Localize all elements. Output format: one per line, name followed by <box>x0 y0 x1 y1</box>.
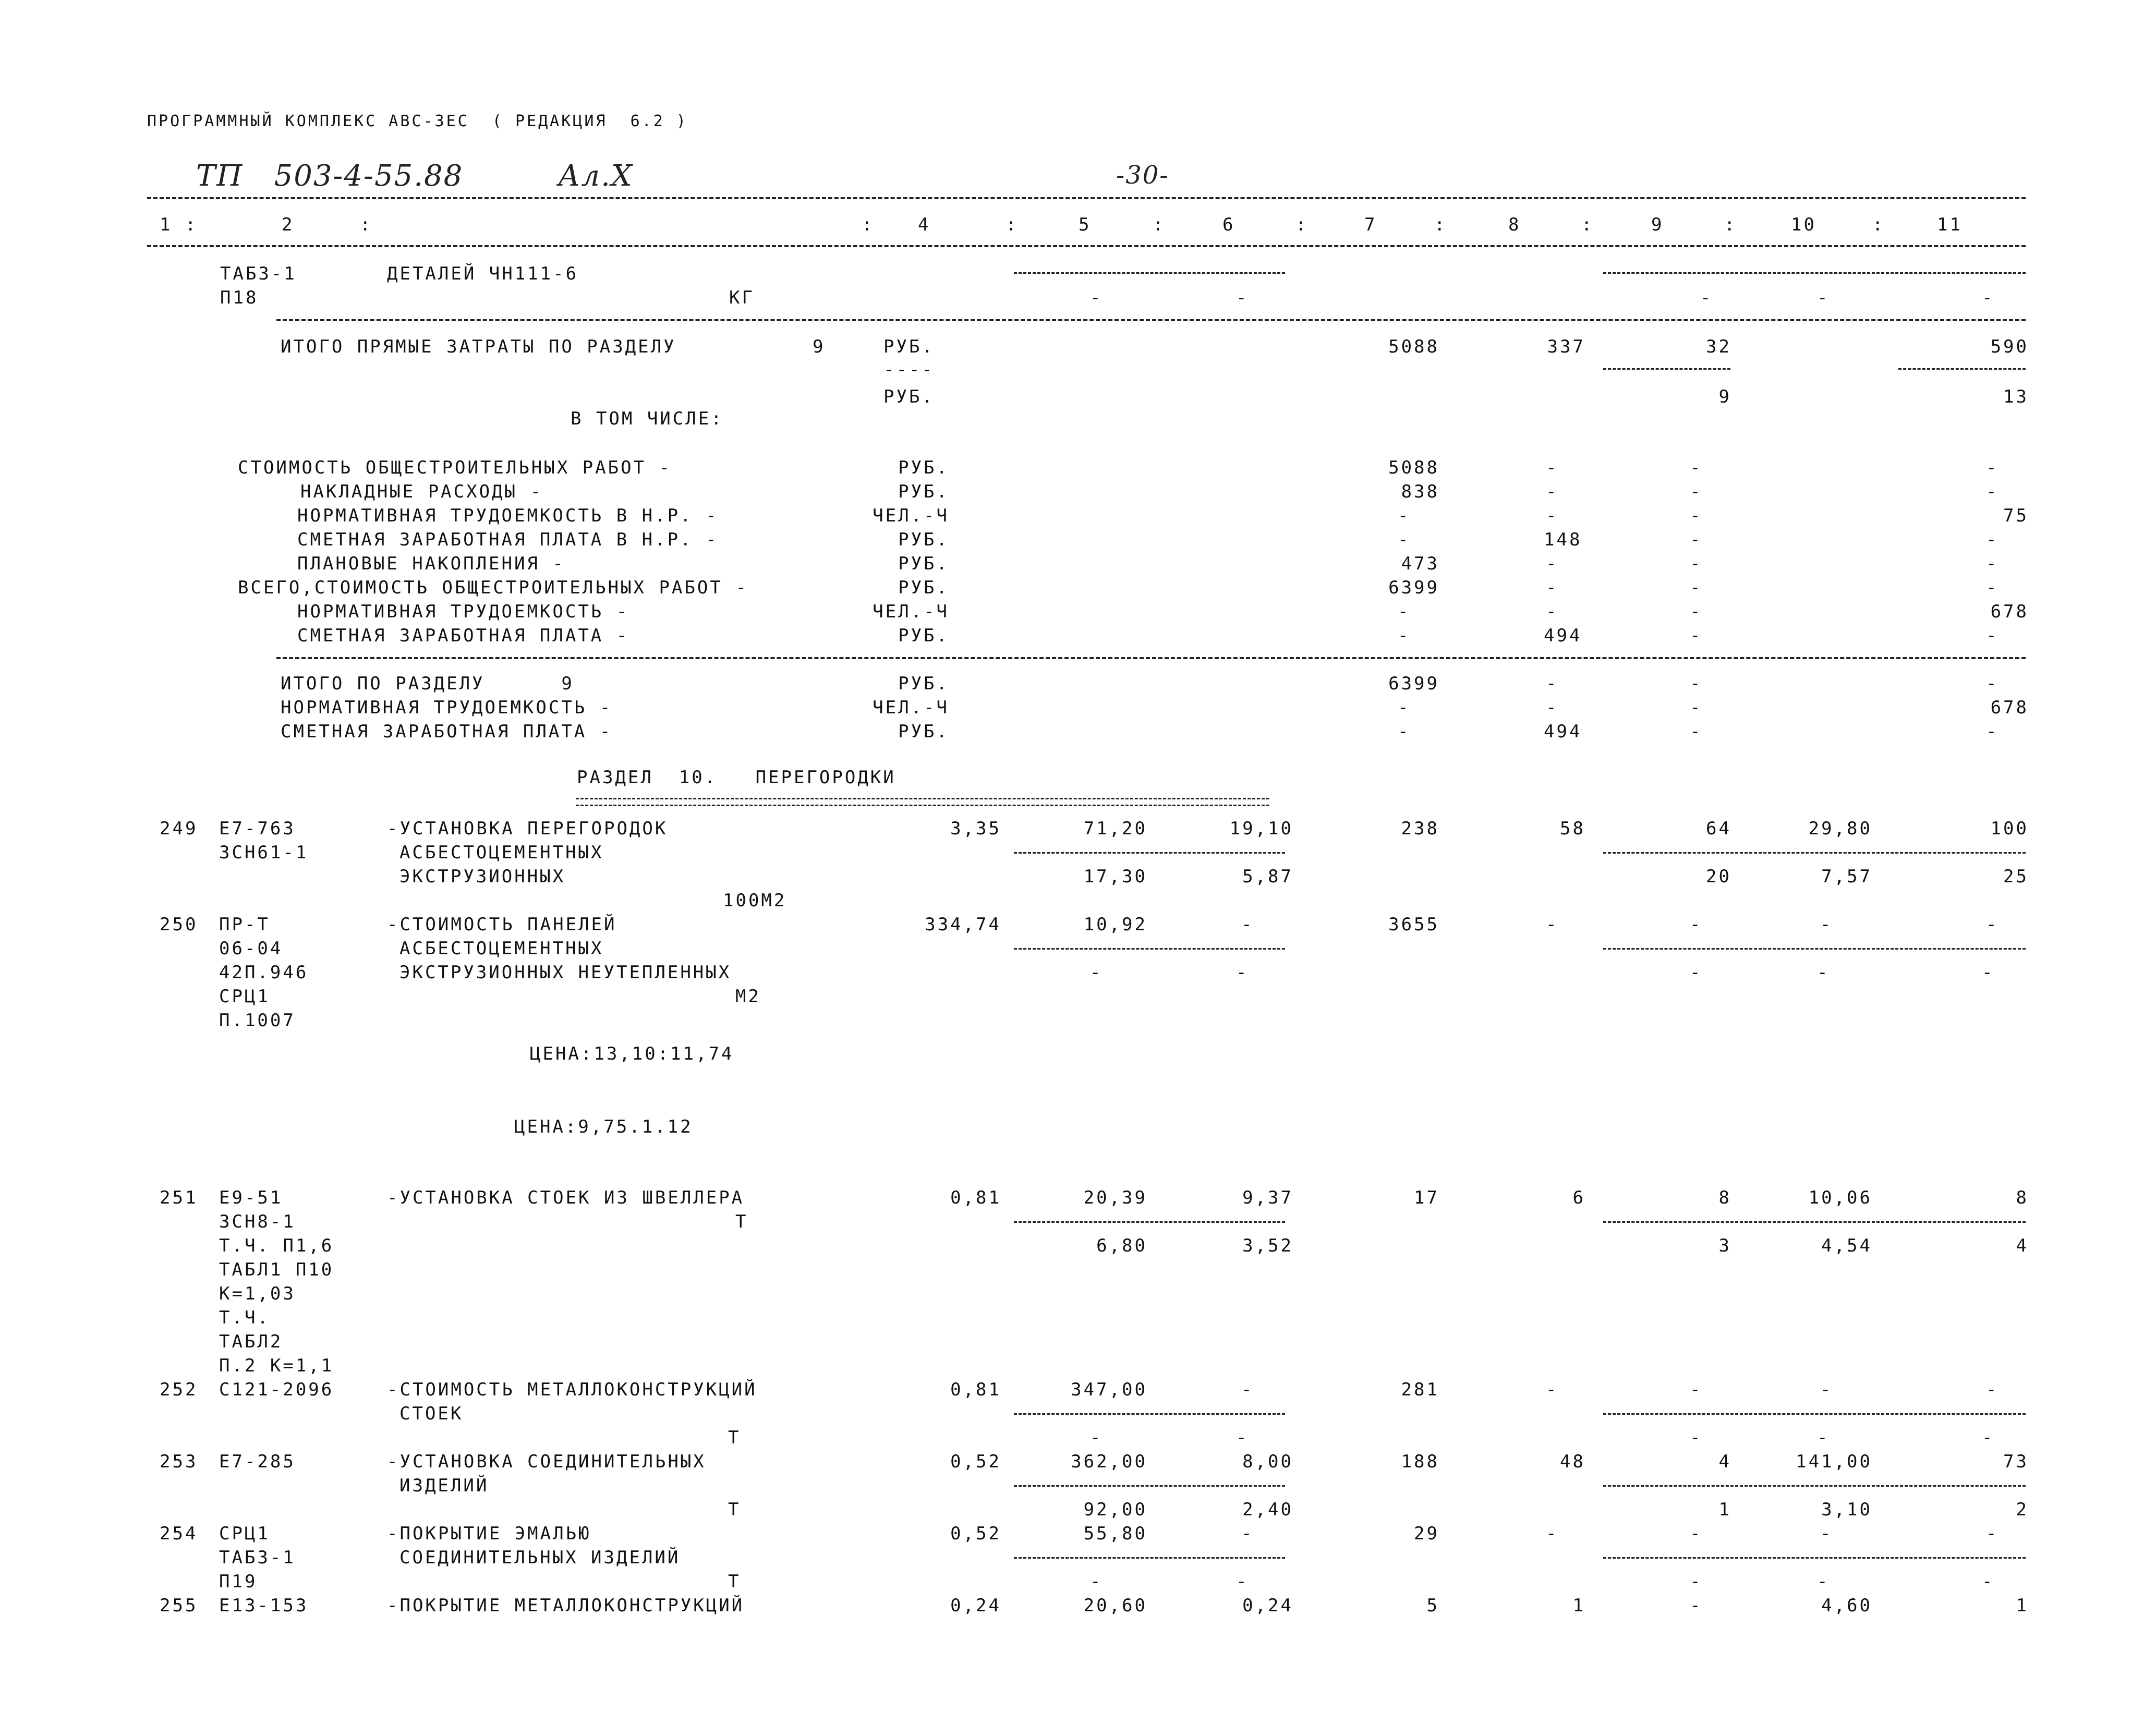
value-divider <box>1014 852 1285 854</box>
value-cell: 29 <box>1414 1523 1439 1544</box>
unit-separator: ---- <box>883 359 935 380</box>
value-cell: - <box>1241 1379 1254 1400</box>
item-unit: Т <box>728 1571 741 1592</box>
value-cell: 55,80 <box>1083 1523 1147 1544</box>
value-cell: - <box>1398 601 1411 622</box>
item-name: ЭКСТРУЗИОННЫХ <box>399 866 566 887</box>
value-cell: - <box>1546 457 1559 478</box>
value-cell: - <box>1817 1571 1830 1592</box>
col-7: 7 <box>1364 214 1377 235</box>
value-divider <box>1603 1413 2026 1415</box>
document-code: ТП 503-4-55.88 <box>196 159 464 193</box>
item-name: -УСТАНОВКА СОЕДИНИТЕЛЬНЫХ <box>387 1451 706 1472</box>
value-cell: - <box>1690 481 1703 502</box>
item-code: Т.Ч. <box>219 1307 270 1328</box>
item-number: 250 <box>160 914 198 935</box>
col-2: 2 <box>282 214 295 235</box>
item-code: ТАБЗ-1 <box>219 1547 296 1568</box>
col-sep: : <box>1724 214 1737 235</box>
item-code: ТАБЗ-1 <box>220 263 297 284</box>
unit-cell: РУБ. <box>898 457 949 478</box>
breakdown-label: НОРМАТИВНАЯ ТРУДОЕМКОСТЬ - <box>297 601 629 622</box>
total-label: НОРМАТИВНАЯ ТРУДОЕМКОСТЬ - <box>281 697 613 718</box>
item-number: 254 <box>160 1523 198 1544</box>
value-cell: 5,87 <box>1242 866 1293 887</box>
item-number: 251 <box>160 1187 198 1208</box>
value-cell: 17,30 <box>1083 866 1147 887</box>
value-cell: 73 <box>2003 1451 2029 1472</box>
value-cell: 6 <box>1572 1187 1585 1208</box>
unit-cell: ЧЕЛ.-Ч <box>873 601 949 622</box>
value-cell: - <box>1820 914 1833 935</box>
value-cell: 1 <box>1572 1595 1585 1616</box>
item-name: СОЕДИНИТЕЛЬНЫХ ИЗДЕЛИЙ <box>399 1547 681 1568</box>
item-name: ЭКСТРУЗИОННЫХ НЕУТЕПЛЕННЫХ <box>399 962 732 983</box>
value-cell: 590 <box>1990 336 2029 357</box>
value-cell: - <box>1817 962 1830 983</box>
value-cell: - <box>1690 673 1703 694</box>
value-cell: 678 <box>1990 697 2029 718</box>
value-cell: - <box>1398 505 1411 526</box>
value-cell: 0,52 <box>950 1451 1001 1472</box>
value-cell: 29,80 <box>1808 818 1872 839</box>
value-divider <box>1014 1485 1285 1487</box>
item-code: 42П.946 <box>219 962 309 983</box>
value-cell: 188 <box>1401 1451 1439 1472</box>
value-divider <box>1014 948 1285 950</box>
breakdown-label: СМЕТНАЯ ЗАРАБОТНАЯ ПЛАТА - <box>297 625 629 646</box>
col-11: 11 <box>1937 214 1963 235</box>
value-cell: 10,92 <box>1083 914 1147 935</box>
value-cell: - <box>1090 287 1103 308</box>
item-name: -СТОИМОСТЬ ПАНЕЛЕЙ <box>387 914 617 935</box>
price-note: ЦЕНА:13,10:11,74 <box>530 1043 734 1064</box>
item-code: ПР-Т <box>219 914 270 935</box>
value-cell: - <box>1398 529 1411 550</box>
value-cell: - <box>1546 914 1559 935</box>
item-unit: 100М2 <box>723 890 787 911</box>
value-cell: - <box>1546 481 1559 502</box>
value-cell: - <box>1986 1379 1999 1400</box>
item-code: СРЦ1 <box>219 986 270 1007</box>
item-unit: Т <box>728 1499 741 1520</box>
unit-cell: РУБ. <box>898 721 949 742</box>
breakdown-label: СТОИМОСТЬ ОБЩЕСТРОИТЕЛЬНЫХ РАБОТ - <box>238 457 672 478</box>
value-cell: - <box>1986 673 1999 694</box>
value-cell: 337 <box>1547 336 1585 357</box>
value-cell: 494 <box>1544 625 1582 646</box>
value-cell: 6399 <box>1388 673 1439 694</box>
columns-rule <box>147 245 2026 247</box>
col-sep: : <box>862 214 875 235</box>
value-cell: 20 <box>1706 866 1731 887</box>
unit-cell: ЧЕЛ.-Ч <box>873 697 949 718</box>
item-code: ЗСН61-1 <box>219 842 309 863</box>
unit-cell: РУБ. <box>883 386 935 407</box>
item-code: К=1,03 <box>219 1283 296 1304</box>
item-code: ЗСН8-1 <box>219 1211 296 1232</box>
value-cell: 4 <box>1718 1451 1731 1472</box>
value-cell: - <box>1241 1523 1254 1544</box>
value-cell: 1 <box>2016 1595 2029 1616</box>
section-rule <box>276 657 2026 659</box>
value-cell: 8,00 <box>1242 1451 1293 1472</box>
value-cell: 100 <box>1990 818 2029 839</box>
value-cell: - <box>1982 1427 1995 1448</box>
col-8: 8 <box>1508 214 1521 235</box>
value-cell: - <box>1690 1523 1703 1544</box>
value-cell: - <box>1546 1379 1559 1400</box>
item-name: АСБЕСТОЦЕМЕНТНЫХ <box>399 842 604 863</box>
value-cell: - <box>1690 697 1703 718</box>
value-cell: 5088 <box>1388 457 1439 478</box>
value-cell: 2,40 <box>1242 1499 1293 1520</box>
item-code: П19 <box>219 1571 258 1592</box>
value-cell: - <box>1236 962 1249 983</box>
value-cell: - <box>1398 721 1411 742</box>
value-cell: - <box>1546 505 1559 526</box>
col-sep: : <box>1153 214 1166 235</box>
value-cell: - <box>1690 1571 1703 1592</box>
value-cell: - <box>1690 505 1703 526</box>
value-divider <box>1603 948 2026 950</box>
section-rule <box>276 319 2026 321</box>
col-sep: : <box>1872 214 1885 235</box>
value-cell: 238 <box>1401 818 1439 839</box>
item-name: -УСТАНОВКА СТОЕК ИЗ ШВЕЛЛЕРА <box>387 1187 745 1208</box>
value-cell: 6399 <box>1388 577 1439 598</box>
value-cell: 64 <box>1706 818 1731 839</box>
value-cell: - <box>1820 1379 1833 1400</box>
item-name: АСБЕСТОЦЕМЕНТНЫХ <box>399 938 604 959</box>
value-cell: - <box>1982 1571 1995 1592</box>
col-1: 1 : <box>160 214 198 235</box>
item-code: Е9-51 <box>219 1187 283 1208</box>
value-divider <box>1014 272 1285 274</box>
value-divider <box>1014 1221 1285 1223</box>
total-label: ИТОГО ПО РАЗДЕЛУ 9 <box>281 673 574 694</box>
value-cell: 838 <box>1401 481 1439 502</box>
value-cell: 0,81 <box>950 1187 1001 1208</box>
value-cell: - <box>1398 697 1411 718</box>
value-cell: - <box>1546 577 1559 598</box>
value-cell: 0,52 <box>950 1523 1001 1544</box>
value-divider <box>1603 852 2026 854</box>
value-cell: - <box>1986 481 1999 502</box>
col-10: 10 <box>1791 214 1816 235</box>
col-4: 4 <box>918 214 931 235</box>
value-cell: 473 <box>1401 553 1439 574</box>
col-sep: : <box>1006 214 1019 235</box>
value-cell: - <box>1982 962 1995 983</box>
value-cell: - <box>1690 1379 1703 1400</box>
item-unit: Т <box>735 1211 748 1232</box>
value-cell: 141,00 <box>1796 1451 1872 1472</box>
item-name: -ПОКРЫТИЕ МЕТАЛЛОКОНСТРУКЦИЙ <box>387 1595 745 1616</box>
unit-cell: РУБ. <box>883 336 935 357</box>
value-cell: 494 <box>1544 721 1582 742</box>
item-code: 06-04 <box>219 938 283 959</box>
value-cell: 4,60 <box>1821 1595 1872 1616</box>
breakdown-label: НАКЛАДНЫЕ РАСХОДЫ - <box>300 481 543 502</box>
item-unit: КГ <box>729 287 755 308</box>
value-cell: 3,10 <box>1821 1499 1872 1520</box>
value-cell: 4 <box>2016 1235 2029 1256</box>
col-5: 5 <box>1079 214 1092 235</box>
value-cell: - <box>1982 287 1995 308</box>
value-cell: 48 <box>1560 1451 1585 1472</box>
item-code: П.1007 <box>219 1010 296 1031</box>
value-cell: - <box>1690 457 1703 478</box>
value-cell: 0,81 <box>950 1379 1001 1400</box>
item-code: С121-2096 <box>219 1379 334 1400</box>
item-number: 253 <box>160 1451 198 1472</box>
value-cell: - <box>1986 1523 1999 1544</box>
unit-cell: ЧЕЛ.-Ч <box>873 505 949 526</box>
value-cell: - <box>1546 673 1559 694</box>
unit-cell: РУБ. <box>898 673 949 694</box>
price-note: ЦЕНА:9,75.1.12 <box>514 1116 693 1137</box>
col-sep: : <box>1295 214 1309 235</box>
value-cell: 7,57 <box>1821 866 1872 887</box>
breakdown-label: ПЛАНОВЫЕ НАКОПЛЕНИЯ - <box>297 553 565 574</box>
col-sep: : <box>1581 214 1594 235</box>
value-cell: 8 <box>2016 1187 2029 1208</box>
header-rule <box>147 197 2026 199</box>
value-cell: 13 <box>2003 386 2029 407</box>
value-cell: - <box>1690 601 1703 622</box>
col-sep: : <box>1434 214 1447 235</box>
value-cell: 71,20 <box>1083 818 1147 839</box>
item-code: ТАБЛ2 <box>219 1331 283 1352</box>
value-cell: - <box>1817 1427 1830 1448</box>
section-number: 9 <box>813 336 826 357</box>
item-code: СРЦ1 <box>219 1523 270 1544</box>
value-cell: 678 <box>1990 601 2029 622</box>
value-cell: 0,24 <box>1242 1595 1293 1616</box>
col-9: 9 <box>1651 214 1664 235</box>
value-cell: 19,10 <box>1229 818 1293 839</box>
value-cell: 4,54 <box>1821 1235 1872 1256</box>
col-6: 6 <box>1222 214 1236 235</box>
value-cell: 334,74 <box>925 914 1001 935</box>
breakdown-label: ВСЕГО,СТОИМОСТЬ ОБЩЕСТРОИТЕЛЬНЫХ РАБОТ - <box>238 577 748 598</box>
program-header: ПРОГРАММНЫЙ КОМПЛЕКС АВС-3ЕС ( РЕДАКЦИЯ 6.2 ) <box>147 112 688 130</box>
col-sep: : <box>360 214 373 235</box>
breakdown-label: НОРМАТИВНАЯ ТРУДОЕМКОСТЬ В Н.Р. - <box>297 505 719 526</box>
value-cell: - <box>1986 625 1999 646</box>
item-name: -УСТАНОВКА ПЕРЕГОРОДОК <box>387 818 668 839</box>
value-cell: 17 <box>1414 1187 1439 1208</box>
value-divider <box>1014 1413 1285 1415</box>
value-cell: 3,52 <box>1242 1235 1293 1256</box>
unit-cell: РУБ. <box>898 529 949 550</box>
value-cell: 58 <box>1560 818 1585 839</box>
item-code: Е13-153 <box>219 1595 309 1616</box>
item-number: 252 <box>160 1379 198 1400</box>
item-code: П.2 К=1,1 <box>219 1355 334 1376</box>
value-cell: - <box>1817 287 1830 308</box>
value-cell: - <box>1546 601 1559 622</box>
breakdown-label: СМЕТНАЯ ЗАРАБОТНАЯ ПЛАТА В Н.Р. - <box>297 529 719 550</box>
value-divider <box>1603 368 1730 370</box>
value-cell: - <box>1986 721 1999 742</box>
value-cell: - <box>1090 1571 1103 1592</box>
value-divider <box>1603 1221 2026 1223</box>
value-cell: 8 <box>1718 1187 1731 1208</box>
value-cell: - <box>1090 962 1103 983</box>
item-unit: Т <box>728 1427 741 1448</box>
value-cell: 347,00 <box>1071 1379 1147 1400</box>
value-cell: 2 <box>2016 1499 2029 1520</box>
unit-cell: РУБ. <box>898 625 949 646</box>
item-code: Е7-763 <box>219 818 296 839</box>
value-divider <box>1603 1485 2026 1487</box>
value-cell: - <box>1986 553 1999 574</box>
value-cell: 3 <box>1718 1235 1731 1256</box>
value-cell: 148 <box>1544 529 1582 550</box>
value-cell: 92,00 <box>1083 1499 1147 1520</box>
value-divider <box>1603 272 2026 274</box>
value-cell: 9 <box>1718 386 1731 407</box>
value-cell: 362,00 <box>1071 1451 1147 1472</box>
item-name: ДЕТАЛЕЙ ЧН111-6 <box>387 263 579 284</box>
value-cell: - <box>1690 721 1703 742</box>
item-name: -СТОИМОСТЬ МЕТАЛЛОКОНСТРУКЦИЙ <box>387 1379 757 1400</box>
value-cell: 3655 <box>1388 914 1439 935</box>
item-code: П18 <box>220 287 259 308</box>
value-cell: 3,35 <box>950 818 1001 839</box>
item-name: -ПОКРЫТИЕ ЭМАЛЬЮ <box>387 1523 591 1544</box>
value-cell: - <box>1690 553 1703 574</box>
value-cell: 1 <box>1718 1499 1731 1520</box>
item-code: Т.Ч. П1,6 <box>219 1235 334 1256</box>
value-cell: 6,80 <box>1096 1235 1147 1256</box>
value-cell: 20,39 <box>1083 1187 1147 1208</box>
value-cell: 9,37 <box>1242 1187 1293 1208</box>
value-cell: - <box>1986 914 1999 935</box>
value-cell: - <box>1241 914 1254 935</box>
unit-cell: РУБ. <box>898 481 949 502</box>
value-cell: - <box>1236 287 1249 308</box>
page-number: -30- <box>1116 161 1169 190</box>
value-cell: - <box>1986 577 1999 598</box>
item-number: 249 <box>160 818 198 839</box>
value-cell: - <box>1690 914 1703 935</box>
value-cell: 75 <box>2003 505 2029 526</box>
value-divider <box>1603 1557 2026 1559</box>
value-cell: - <box>1546 697 1559 718</box>
value-cell: - <box>1236 1571 1249 1592</box>
item-code: Е7-285 <box>219 1451 296 1472</box>
album-number: Ал.Х <box>558 159 633 193</box>
value-cell: 0,24 <box>950 1595 1001 1616</box>
total-label: СМЕТНАЯ ЗАРАБОТНАЯ ПЛАТА - <box>281 721 613 742</box>
value-cell: - <box>1546 1523 1559 1544</box>
value-cell: 20,60 <box>1083 1595 1147 1616</box>
value-cell: - <box>1690 962 1703 983</box>
item-number: 255 <box>160 1595 198 1616</box>
value-divider <box>1014 1557 1285 1559</box>
including-label: В ТОМ ЧИСЛЕ: <box>571 408 724 429</box>
value-cell: - <box>1690 577 1703 598</box>
item-unit: М2 <box>735 986 761 1007</box>
value-cell: - <box>1690 1595 1703 1616</box>
value-cell: - <box>1700 287 1713 308</box>
value-cell: - <box>1820 1523 1833 1544</box>
value-cell: 10,06 <box>1808 1187 1872 1208</box>
unit-cell: РУБ. <box>898 553 949 574</box>
section-title: РАЗДЕЛ 10. ПЕРЕГОРОДКИ <box>577 767 896 788</box>
unit-cell: РУБ. <box>898 577 949 598</box>
value-cell: - <box>1090 1427 1103 1448</box>
item-name: СТОЕК <box>399 1403 464 1424</box>
value-cell: - <box>1398 625 1411 646</box>
value-cell: - <box>1690 529 1703 550</box>
item-name: ИЗДЕЛИЙ <box>399 1475 489 1496</box>
value-divider <box>1898 368 2026 370</box>
value-cell: 32 <box>1706 336 1731 357</box>
value-cell: - <box>1236 1427 1249 1448</box>
item-code: ТАБЛ1 П10 <box>219 1259 334 1280</box>
value-cell: 281 <box>1401 1379 1439 1400</box>
value-cell: 25 <box>2003 866 2029 887</box>
value-cell: 5 <box>1426 1595 1439 1616</box>
value-cell: - <box>1986 529 1999 550</box>
value-cell: - <box>1690 625 1703 646</box>
value-cell: 5088 <box>1388 336 1439 357</box>
value-cell: - <box>1986 457 1999 478</box>
value-cell: - <box>1546 553 1559 574</box>
section-title-underline <box>576 798 1269 806</box>
value-cell: - <box>1690 1427 1703 1448</box>
total-label: ИТОГО ПРЯМЫЕ ЗАТРАТЫ ПО РАЗДЕЛУ <box>281 336 676 357</box>
